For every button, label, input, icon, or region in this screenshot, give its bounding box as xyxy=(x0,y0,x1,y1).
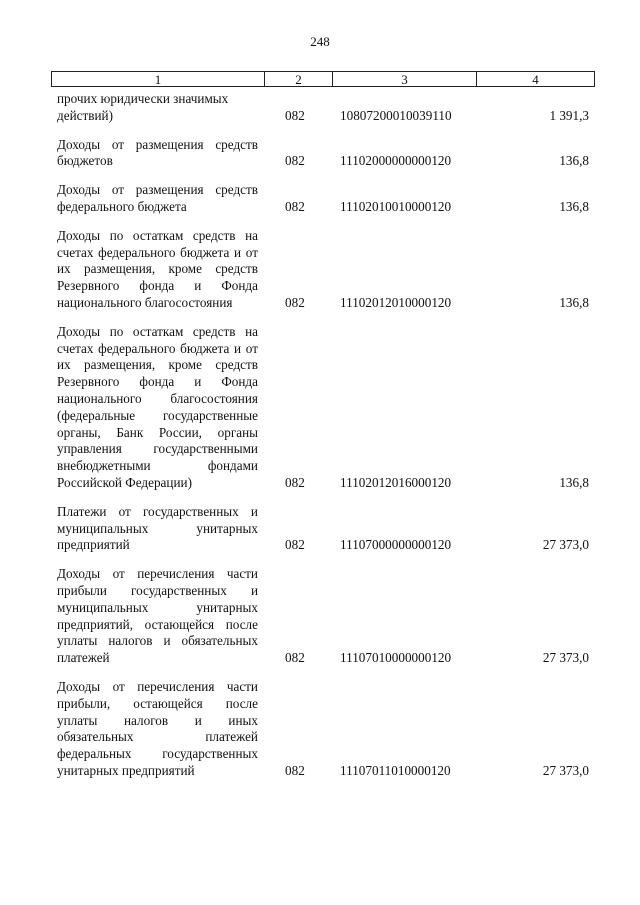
row-amount: 27 373,0 xyxy=(542,537,589,553)
row-amount: 1 391,3 xyxy=(549,107,589,123)
row-amount: 136,8 xyxy=(559,153,589,169)
page-number: 248 xyxy=(310,34,330,49)
table-row xyxy=(57,566,595,667)
table-row xyxy=(57,137,595,171)
row-budget-code: 11107010000000120 xyxy=(340,650,452,666)
row-admin-code: 082 xyxy=(285,153,305,169)
table-header xyxy=(51,71,595,87)
row-name: Доходы от размещения средств федерального бюджета xyxy=(57,182,258,214)
row-name: прочих юридически значимых действий) xyxy=(57,91,229,123)
column-header-3: 3 xyxy=(333,72,477,86)
row-budget-code: 11107000000000120 xyxy=(340,537,452,553)
row-admin-code: 082 xyxy=(285,294,305,310)
row-name: Доходы по остаткам средств на счетах федерального бюджета и от их размещения, кроме средств Резервного фонда и Фонда национального благосостояния xyxy=(57,227,258,310)
row-admin-code: 082 xyxy=(285,198,305,214)
row-amount: 136,8 xyxy=(559,198,589,214)
row-budget-code: 11107011010000120 xyxy=(340,762,451,778)
row-admin-code: 082 xyxy=(285,474,305,490)
row-name: Доходы от перечисления части прибыли государственных и муниципальных унитарных предприятий, остающейся после уплаты налогов и обязательных платежей xyxy=(57,566,258,666)
column-header-2: 2 xyxy=(265,72,333,86)
row-amount: 136,8 xyxy=(559,294,589,310)
row-name: Доходы от размещения средств бюджетов xyxy=(57,136,258,169)
row-admin-code: 082 xyxy=(285,107,305,123)
column-header-4: 4 xyxy=(532,72,539,87)
row-admin-code: 082 xyxy=(285,650,305,666)
row-name: Доходы по остаткам средств на счетах федерального бюджета и от их размещения, кроме средств Резервного фонда и Фонда национального благосостояния (федеральные государственные органы, Банк России, органы управления государственными внебюджетными фондами Российской Федерации) xyxy=(57,323,258,490)
column-header-1: 1 xyxy=(52,72,265,86)
table-row xyxy=(57,679,595,780)
table-row xyxy=(57,504,595,554)
table-row xyxy=(57,324,595,492)
table-row xyxy=(57,91,595,125)
row-admin-code: 082 xyxy=(285,537,305,553)
table-row xyxy=(57,228,595,312)
row-budget-code: 10807200010039110 xyxy=(340,107,452,123)
row-name: Платежи от государственных и муниципальных унитарных предприятий xyxy=(57,503,258,553)
row-amount: 136,8 xyxy=(559,474,589,490)
table-body xyxy=(57,91,595,792)
row-budget-code: 11102012016000120 xyxy=(340,474,452,490)
table-row xyxy=(57,182,595,216)
row-budget-code: 11102010010000120 xyxy=(340,198,452,214)
row-budget-code: 11102000000000120 xyxy=(340,153,452,169)
row-admin-code: 082 xyxy=(285,762,305,778)
row-name: Доходы от перечисления части прибыли, остающейся после уплаты налогов и иных обязательных платежей федеральных государственных унитарных предприятий xyxy=(57,678,258,778)
row-amount: 27 373,0 xyxy=(542,762,589,778)
row-amount: 27 373,0 xyxy=(542,650,589,666)
row-budget-code: 11102012010000120 xyxy=(340,294,452,310)
